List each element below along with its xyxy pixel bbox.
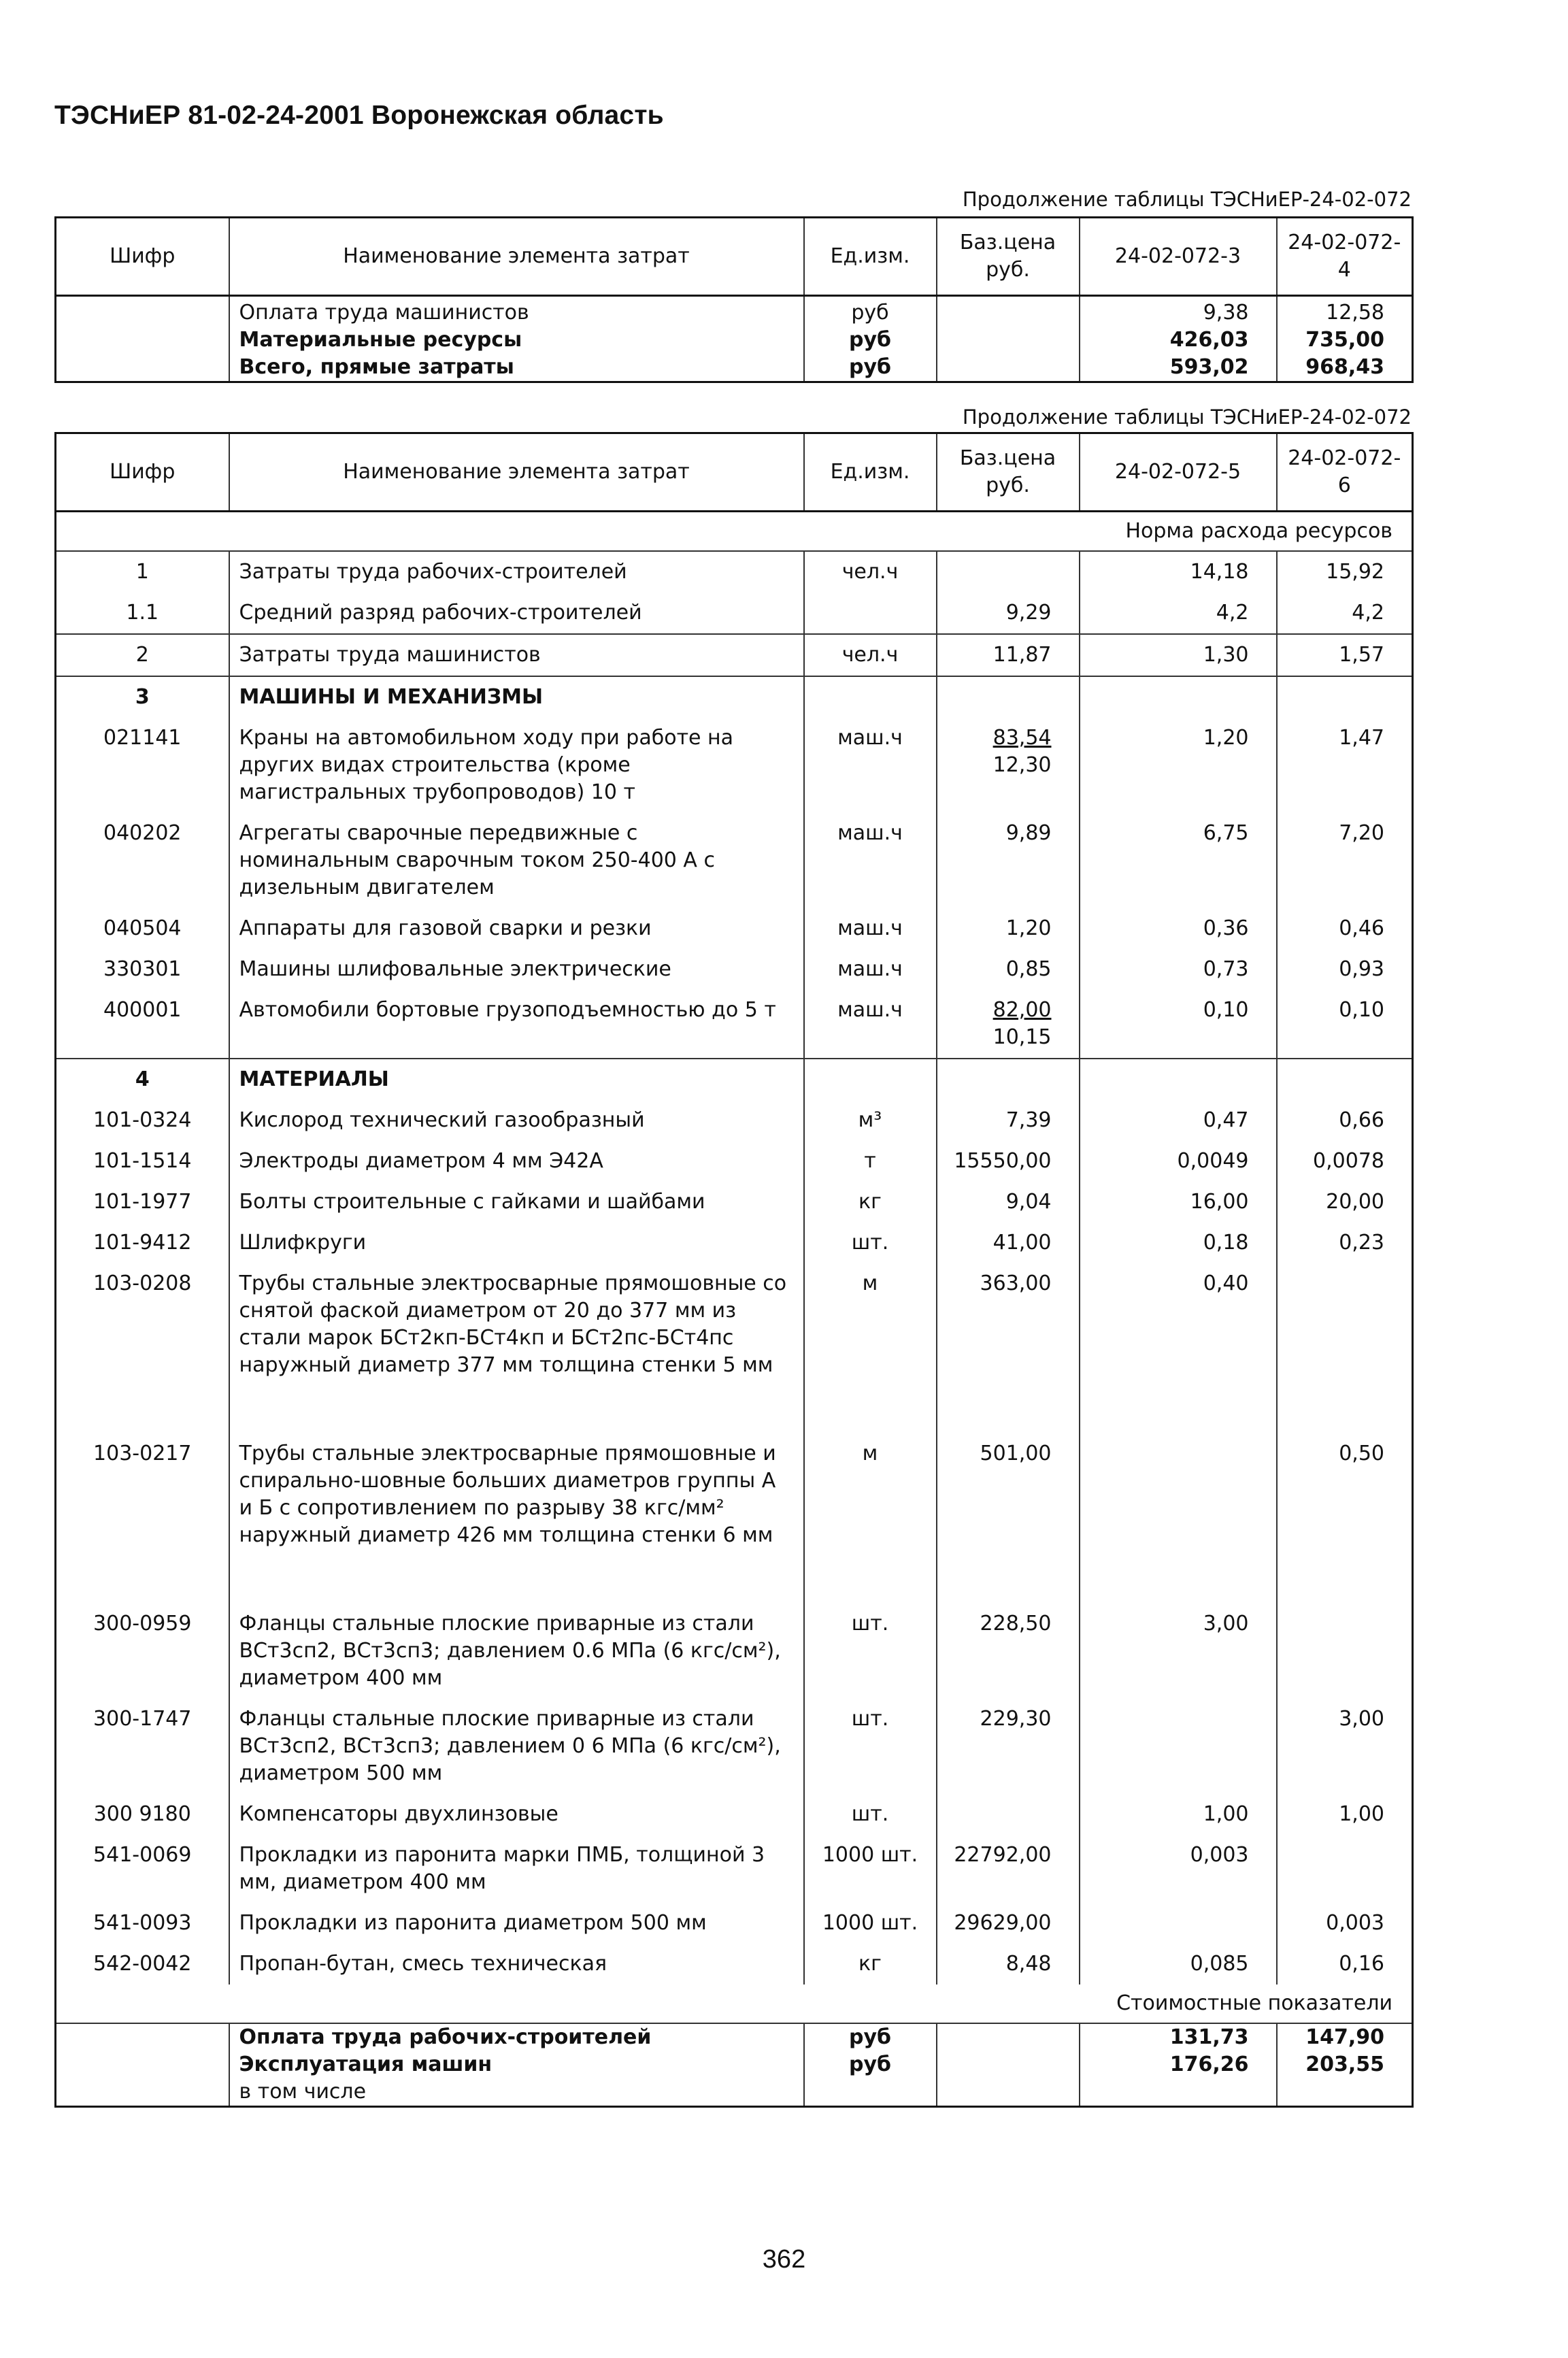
price-value: 501,00 (980, 1442, 1052, 1465)
row-value-a: 131,73 (1080, 2023, 1277, 2051)
table-row (56, 718, 1413, 813)
row-value-b (1277, 2078, 1413, 2107)
row-code (56, 327, 229, 354)
row-value-b: 203,55 (1277, 2051, 1413, 2078)
price-value: 22792,00 (954, 1843, 1052, 1867)
row-unit: маш.ч (804, 949, 937, 990)
row-unit: руб (804, 327, 937, 354)
row-code: 400001 (103, 998, 182, 1022)
row-value-b: 147,90 (1277, 2023, 1413, 2051)
row-unit: кг (804, 1182, 937, 1223)
table-row (56, 813, 1413, 908)
row-name: Пропан-бутан, смесь техническая (229, 1944, 804, 1985)
row-unit: маш.ч (804, 718, 937, 813)
table-row (56, 1141, 1413, 1182)
price-value: 11,87 (992, 643, 1052, 667)
row-name: Шлифкруги (229, 1223, 804, 1263)
row-code: 1.1 (126, 601, 159, 625)
cost-label: Стоимостные показатели (56, 1985, 1413, 2023)
row-value-a: 0,003 (1080, 1835, 1277, 1903)
price-value-2: 10,15 (992, 1025, 1052, 1049)
row-value-a: 4,2 (1080, 593, 1277, 634)
table-row (56, 354, 1413, 382)
column-header: 24-02-072-5 (1080, 433, 1277, 512)
row-price (937, 990, 1080, 1059)
row-value-b: 0,46 (1277, 908, 1413, 949)
table-row (56, 327, 1413, 354)
row-value-a (1080, 1433, 1277, 1604)
price-value: 41,00 (992, 1231, 1052, 1255)
table-row (56, 676, 1413, 718)
row-name: Материальные ресурсы (229, 327, 804, 354)
row-price (937, 354, 1080, 382)
table-row (56, 2023, 1413, 2051)
price-value: 8,48 (1005, 1952, 1052, 1976)
row-name: Автомобили бортовые грузоподъемностью до 5 т (229, 990, 804, 1059)
row-code: 4 (56, 1059, 229, 1100)
row-code: 103-0217 (93, 1442, 192, 1465)
row-name: МАТЕРИАЛЫ (229, 1059, 804, 1100)
row-price (937, 1903, 1080, 1944)
norm-label-row (56, 512, 1413, 552)
row-price (937, 1141, 1080, 1182)
row-code: 1 (135, 560, 149, 584)
row-unit (804, 1059, 937, 1100)
row-code (56, 2078, 229, 2107)
row-value-b (1277, 1835, 1413, 1903)
price-value: 7,39 (1005, 1108, 1052, 1132)
row-price (937, 949, 1080, 990)
row-unit: руб (804, 2023, 937, 2051)
price-value-2: 12,30 (992, 753, 1052, 777)
row-value-a: 6,75 (1080, 813, 1277, 908)
row-price (937, 634, 1080, 676)
row-value-a: 176,26 (1080, 2051, 1277, 2078)
column-header: 24-02-072-3 (1080, 218, 1277, 296)
row-name: Электроды диаметром 4 мм Э42А (229, 1141, 804, 1182)
row-value-b: 20,00 (1277, 1182, 1413, 1223)
table2-caption: Продолжение таблицы ТЭСНиЕР-24-02-072 (962, 405, 1412, 429)
row-price (937, 718, 1080, 813)
row-value-a: 3,00 (1080, 1604, 1277, 1699)
price-value: 29629,00 (954, 1911, 1052, 1935)
row-price (937, 1835, 1080, 1903)
row-value-b: 735,00 (1277, 327, 1413, 354)
row-value-a: 14,18 (1080, 551, 1277, 593)
table-row (56, 1223, 1413, 1263)
row-code: 101-0324 (93, 1108, 192, 1132)
row-name: Трубы стальные электросварные прямошовные и спирально-шовные больших диаметров группы А и Б с сопротивлением по разрыву 38 кгс/мм² наружный диаметр 426 мм толщина стенки 6 мм (229, 1433, 804, 1604)
row-value-b: 968,43 (1277, 354, 1413, 382)
row-price (937, 1699, 1080, 1794)
row-value-a (1080, 676, 1277, 718)
row-unit: маш.ч (804, 990, 937, 1059)
row-value-b: 7,20 (1277, 813, 1413, 908)
row-code: 300-1747 (93, 1707, 192, 1731)
row-code (56, 296, 229, 327)
table-row (56, 2078, 1413, 2107)
row-name: Оплата труда рабочих-строителей (229, 2023, 804, 2051)
row-name: Болты строительные с гайками и шайбами (229, 1182, 804, 1223)
row-unit: шт. (804, 1699, 937, 1794)
row-unit: м (804, 1433, 937, 1604)
row-value-b: 15,92 (1277, 551, 1413, 593)
row-code: 103-0208 (93, 1272, 192, 1295)
table-row (56, 634, 1413, 676)
row-code: 330301 (103, 957, 182, 981)
table-row (56, 908, 1413, 949)
row-code (56, 2051, 229, 2078)
row-value-b: 0,16 (1277, 1944, 1413, 1985)
row-unit: маш.ч (804, 813, 937, 908)
row-code (56, 2023, 229, 2051)
row-unit: руб (804, 2051, 937, 2078)
row-price (937, 1604, 1080, 1699)
row-name: Всего, прямые затраты (229, 354, 804, 382)
table-row (56, 1604, 1413, 1699)
row-name: Аппараты для газовой сварки и резки (229, 908, 804, 949)
row-value-b: 1,00 (1277, 1794, 1413, 1835)
table-row (56, 949, 1413, 990)
row-name: Затраты труда машинистов (229, 634, 804, 676)
row-name: Кислород технический газообразный (229, 1100, 804, 1141)
row-name: Трубы стальные электросварные прямошовные со снятой фаской диаметром от 20 до 377 мм из стали марок БСт2кп-БСт4кп и БСт2пс-БСт4пс наружный диаметр 377 мм толщина стенки 5 мм (229, 1263, 804, 1433)
row-price (937, 1100, 1080, 1141)
row-name: Компенсаторы двухлинзовые (229, 1794, 804, 1835)
table-row (56, 1944, 1413, 1985)
row-value-b (1277, 676, 1413, 718)
row-value-a: 0,085 (1080, 1944, 1277, 1985)
row-value-b: 0,50 (1277, 1433, 1413, 1604)
row-price (937, 1059, 1080, 1100)
row-code: 040504 (103, 916, 182, 940)
row-unit (804, 676, 937, 718)
table-row (56, 1794, 1413, 1835)
row-code (56, 354, 229, 382)
price-value: 228,50 (980, 1612, 1052, 1635)
row-unit: м (804, 1263, 937, 1433)
row-name: Прокладки из паронита диаметром 500 мм (229, 1903, 804, 1944)
document-title: ТЭСНиЕР 81-02-24-2001 Воронежская область (54, 101, 664, 130)
row-name: Эксплуатация машин (229, 2051, 804, 2078)
row-price (937, 296, 1080, 327)
row-unit (804, 593, 937, 634)
header-row (56, 433, 1413, 512)
row-value-a (1080, 1059, 1277, 1100)
row-name: Оплата труда машинистов (229, 296, 804, 327)
row-value-b: 1,57 (1277, 634, 1413, 676)
price-value: 229,30 (980, 1707, 1052, 1731)
row-unit: руб (804, 354, 937, 382)
row-value-b: 0,0078 (1277, 1141, 1413, 1182)
price-value: 83,54 (992, 726, 1052, 750)
row-unit: маш.ч (804, 908, 937, 949)
price-value: 9,89 (1005, 821, 1052, 845)
row-unit: шт. (804, 1794, 937, 1835)
row-price (937, 1944, 1080, 1985)
row-value-a (1080, 1699, 1277, 1794)
row-unit: 1000 шт. (804, 1903, 937, 1944)
row-price (937, 1794, 1080, 1835)
row-name: Фланцы стальные плоские приварные из стали ВСт3сп2, ВСт3сп3; давлением 0.6 МПа (6 кгс/см²), диаметром 400 мм (229, 1604, 804, 1699)
row-value-b: 0,66 (1277, 1100, 1413, 1141)
row-code: 541-0069 (93, 1843, 192, 1867)
row-code: 3 (56, 676, 229, 718)
column-header: Шифр (56, 433, 229, 512)
row-value-a: 0,0049 (1080, 1141, 1277, 1182)
row-value-a: 0,73 (1080, 949, 1277, 990)
row-unit: руб (804, 296, 937, 327)
row-code: 040202 (103, 821, 182, 845)
row-value-a: 16,00 (1080, 1182, 1277, 1223)
row-unit: чел.ч (804, 551, 937, 593)
price-value: 9,29 (1005, 601, 1052, 625)
row-price (937, 327, 1080, 354)
row-name: Агрегаты сварочные передвижные с номинальным сварочным током 250-400 А с дизельным двигателем (229, 813, 804, 908)
row-price (937, 813, 1080, 908)
row-unit: чел.ч (804, 634, 937, 676)
row-value-b: 4,2 (1277, 593, 1413, 634)
row-value-a (1080, 1903, 1277, 1944)
row-value-b (1277, 1059, 1413, 1100)
table-row (56, 1100, 1413, 1141)
row-code: 021141 (103, 726, 182, 750)
table-row (56, 593, 1413, 634)
row-name: Машины шлифовальные электрические (229, 949, 804, 990)
column-header: Наименование элемента затрат (229, 218, 804, 296)
column-header: Наименование элемента затрат (229, 433, 804, 512)
row-price (937, 2023, 1080, 2051)
header-row (56, 218, 1413, 296)
column-header: 24-02-072-6 (1277, 433, 1413, 512)
column-header: 24-02-072-4 (1277, 218, 1413, 296)
row-value-a: 593,02 (1080, 354, 1277, 382)
row-price (937, 1223, 1080, 1263)
row-value-b: 0,23 (1277, 1223, 1413, 1263)
row-price (937, 2051, 1080, 2078)
price-value: 363,00 (980, 1272, 1052, 1295)
row-value-b: 0,10 (1277, 990, 1413, 1059)
row-value-a: 9,38 (1080, 296, 1277, 327)
row-unit: т (804, 1141, 937, 1182)
row-code: 2 (56, 634, 229, 676)
table-row (56, 2051, 1413, 2078)
row-value-a: 0,10 (1080, 990, 1277, 1059)
cost-label-row (56, 1985, 1413, 2023)
row-value-a: 0,36 (1080, 908, 1277, 949)
row-code: 300 9180 (93, 1802, 191, 1826)
row-code: 101-9412 (93, 1231, 192, 1255)
row-price (937, 1263, 1080, 1433)
row-name: в том числе (229, 2078, 804, 2107)
table-row (56, 1835, 1413, 1903)
row-value-b: 1,47 (1277, 718, 1413, 813)
row-value-b (1277, 1604, 1413, 1699)
table-row (56, 990, 1413, 1059)
table-row (56, 1699, 1413, 1794)
row-name: Затраты труда рабочих-строителей (229, 551, 804, 593)
norm-label: Норма расхода ресурсов (56, 512, 1413, 552)
row-value-b: 0,93 (1277, 949, 1413, 990)
row-unit (804, 2078, 937, 2107)
row-price (937, 593, 1080, 634)
row-value-b: 3,00 (1277, 1699, 1413, 1794)
row-price (937, 676, 1080, 718)
table-row (56, 1263, 1413, 1433)
row-value-b: 0,003 (1277, 1903, 1413, 1944)
row-name: Фланцы стальные плоские приварные из стали ВСт3сп2, ВСт3сп3; давлением 0 6 МПа (6 кгс/см²), диаметром 500 мм (229, 1699, 804, 1794)
table-row (56, 1182, 1413, 1223)
row-unit: шт. (804, 1223, 937, 1263)
row-value-a: 0,47 (1080, 1100, 1277, 1141)
row-code: 541-0093 (93, 1911, 192, 1935)
row-name: Прокладки из паронита марки ПМБ, толщиной 3 мм, диаметром 400 мм (229, 1835, 804, 1903)
row-price (937, 1182, 1080, 1223)
row-price (937, 2078, 1080, 2107)
row-value-a: 0,18 (1080, 1223, 1277, 1263)
row-value-b: 12,58 (1277, 296, 1413, 327)
price-value: 15550,00 (954, 1149, 1052, 1173)
row-name: Средний разряд рабочих-строителей (229, 593, 804, 634)
row-code: 101-1514 (93, 1149, 192, 1173)
page-number: 362 (762, 2245, 806, 2274)
row-value-a: 1,20 (1080, 718, 1277, 813)
column-header: Баз.цена руб. (937, 433, 1080, 512)
price-value: 1,20 (1005, 916, 1052, 940)
table-row (56, 296, 1413, 327)
cost-table-2 (54, 432, 1414, 2108)
column-header: Шифр (56, 218, 229, 296)
row-value-a: 1,00 (1080, 1794, 1277, 1835)
row-value-b (1277, 1263, 1413, 1433)
table-row (56, 1903, 1413, 1944)
row-unit: 1000 шт. (804, 1835, 937, 1903)
row-value-a: 0,40 (1080, 1263, 1277, 1433)
row-price (937, 551, 1080, 593)
row-unit: шт. (804, 1604, 937, 1699)
price-value: 9,04 (1005, 1190, 1052, 1214)
row-value-a: 1,30 (1080, 634, 1277, 676)
row-unit: кг (804, 1944, 937, 1985)
column-header: Ед.изм. (804, 218, 937, 296)
row-code: 542-0042 (93, 1952, 192, 1976)
row-value-a: 426,03 (1080, 327, 1277, 354)
column-header: Ед.изм. (804, 433, 937, 512)
table1-caption: Продолжение таблицы ТЭСНиЕР-24-02-072 (962, 188, 1412, 211)
row-code: 101-1977 (93, 1190, 192, 1214)
cost-table-1 (54, 216, 1414, 383)
price-value: 0,85 (1005, 957, 1052, 981)
row-value-a (1080, 2078, 1277, 2107)
price-value: 82,00 (992, 998, 1052, 1022)
row-price (937, 908, 1080, 949)
column-header: Баз.цена руб. (937, 218, 1080, 296)
row-code: 300-0959 (93, 1612, 192, 1635)
row-price (937, 1433, 1080, 1604)
row-name: Краны на автомобильном ходу при работе на других видах строительства (кроме магистральных трубопроводов) 10 т (229, 718, 804, 813)
row-unit: м³ (804, 1100, 937, 1141)
table-row (56, 551, 1413, 593)
table-row (56, 1059, 1413, 1100)
table-row (56, 1433, 1413, 1604)
row-name: МАШИНЫ И МЕХАНИЗМЫ (229, 676, 804, 718)
